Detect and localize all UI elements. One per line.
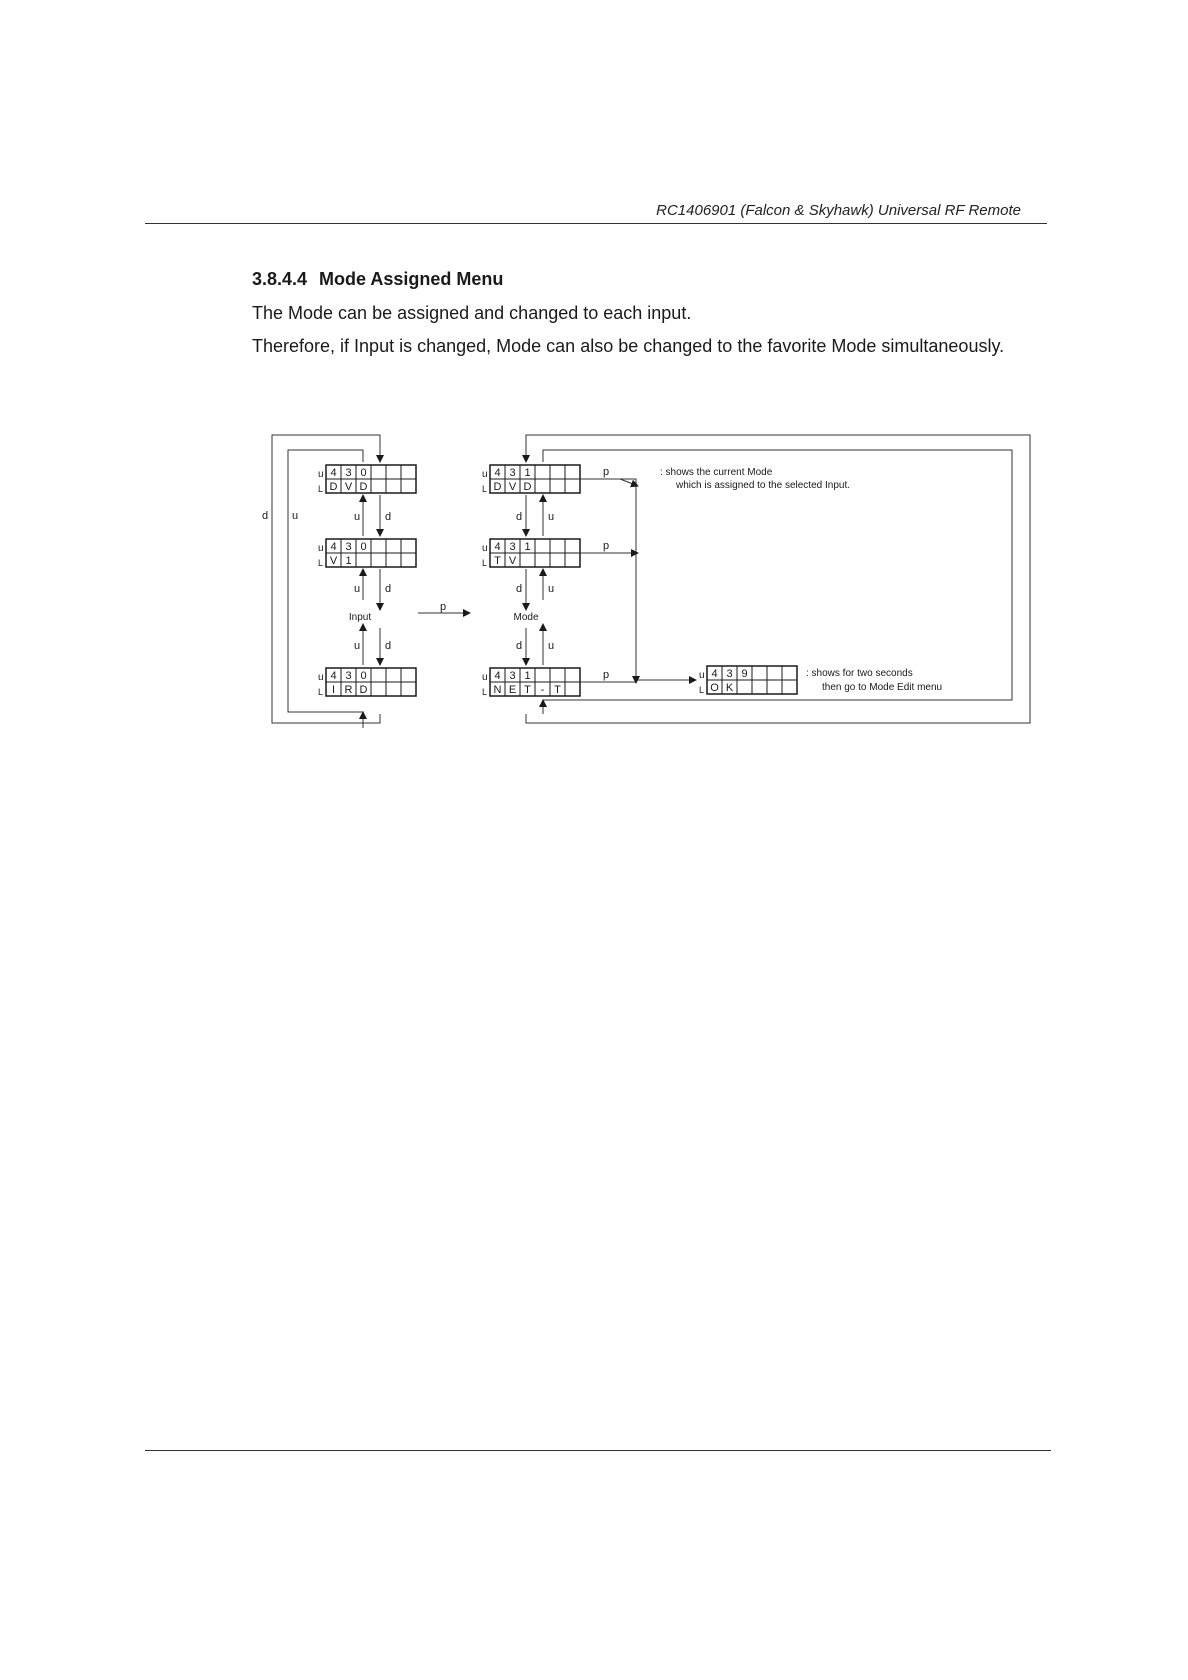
upper-line-marker: u — [482, 469, 488, 480]
lower-line-marker: L — [318, 484, 324, 494]
upper-line-marker: u — [699, 670, 705, 681]
display-cell: 4 — [330, 467, 337, 479]
input-display-dvd — [318, 465, 416, 494]
display-cell: D — [493, 481, 502, 493]
display-cell: D — [329, 481, 338, 493]
footer-rule — [145, 1450, 1051, 1451]
lower-line-marker: L — [699, 685, 705, 695]
lower-line-marker: L — [482, 687, 488, 697]
display-cell: 4 — [330, 541, 337, 553]
upper-line-marker: u — [318, 469, 324, 480]
display-cell: V — [344, 481, 353, 493]
ok-display — [699, 666, 797, 695]
display-cell: K — [725, 682, 734, 694]
display-cell: 3 — [509, 670, 516, 682]
input-column-arrows — [363, 495, 380, 665]
mode-key-down-3: d — [516, 640, 523, 652]
display-cell: D — [359, 684, 368, 696]
display-cell: E — [508, 684, 517, 696]
mode-display-dvd — [482, 465, 580, 494]
press-key-tv: p — [603, 540, 610, 552]
input-key-down-1: d — [385, 511, 392, 523]
display-cell: 0 — [360, 467, 367, 479]
press-key-net: p — [603, 669, 610, 681]
display-cell: - — [540, 684, 545, 696]
display-cell: V — [329, 555, 338, 567]
display-cell: T — [524, 684, 531, 696]
mode-display-net-t — [482, 668, 580, 697]
display-cell: D — [359, 481, 368, 493]
loop-down-key: d — [262, 510, 269, 522]
display-cell: 0 — [360, 541, 367, 553]
paragraph-2: Therefore, if Input is changed, Mode can also be changed to the favorite Mode simultaneously. — [252, 336, 1005, 356]
display-cell: 4 — [494, 541, 501, 553]
note-current-mode-line2: which is assigned to the selected Input. — [676, 480, 850, 491]
upper-line-marker: u — [482, 543, 488, 554]
mode-state-label: Mode — [513, 612, 539, 623]
display-cell: 3 — [345, 467, 352, 479]
display-cell: V — [508, 481, 517, 493]
display-cell: T — [494, 555, 501, 567]
display-cell: 3 — [509, 467, 516, 479]
mode-key-up-3: u — [548, 640, 555, 652]
display-cell: 9 — [741, 668, 748, 680]
lower-line-marker: L — [482, 558, 488, 568]
mode-key-up-2: u — [548, 583, 555, 595]
display-cell: 4 — [494, 467, 501, 479]
press-key-dvd: p — [603, 466, 610, 478]
upper-line-marker: u — [482, 672, 488, 683]
display-cell: O — [710, 682, 719, 694]
loop-up-key: u — [292, 510, 299, 522]
note-ok-line2: then go to Mode Edit menu — [822, 682, 943, 693]
input-key-up-3: u — [354, 640, 361, 652]
mode-press-paths — [580, 479, 636, 682]
display-cell: 4 — [711, 668, 718, 680]
display-cell: T — [554, 684, 561, 696]
mode-key-up-1: u — [548, 511, 555, 523]
display-cell: 1 — [524, 467, 531, 479]
input-key-down-3: d — [385, 640, 392, 652]
upper-line-marker: u — [318, 672, 324, 683]
display-cell: 4 — [494, 670, 501, 682]
note-ok-line1: : shows for two seconds — [806, 668, 913, 679]
display-cell: 4 — [330, 670, 337, 682]
input-display-v1 — [318, 539, 416, 568]
press-arrow-dvd — [620, 479, 638, 486]
display-cell: D — [523, 481, 532, 493]
mode-key-down-1: d — [516, 511, 523, 523]
mode-column-arrows — [526, 495, 543, 665]
upper-line-marker: u — [318, 543, 324, 554]
lower-line-marker: L — [318, 687, 324, 697]
lower-line-marker: L — [482, 484, 488, 494]
paragraph-1: The Mode can be assigned and changed to each input. — [252, 303, 692, 323]
input-key-down-2: d — [385, 583, 392, 595]
display-cell: 3 — [345, 670, 352, 682]
input-display-ird — [318, 668, 416, 697]
document-header-title: RC1406901 (Falcon & Skyhawk) Universal RF Remote — [656, 202, 1021, 219]
input-key-up-1: u — [354, 511, 361, 523]
display-cell: V — [508, 555, 517, 567]
display-cell: I — [331, 684, 336, 696]
display-cell: 1 — [345, 555, 352, 567]
display-cell: 1 — [524, 670, 531, 682]
input-state-label: Input — [348, 612, 372, 623]
section-title: Mode Assigned Menu — [319, 269, 504, 289]
mode-key-down-2: d — [516, 583, 523, 595]
display-cell: 3 — [509, 541, 516, 553]
display-cell: R — [344, 684, 353, 696]
input-key-up-2: u — [354, 583, 361, 595]
mode-display-tv — [482, 539, 580, 568]
display-cell: 0 — [360, 670, 367, 682]
display-cell: 3 — [345, 541, 352, 553]
display-cell: 3 — [726, 668, 733, 680]
note-current-mode-line1: : shows the current Mode — [660, 467, 773, 478]
display-cell: N — [493, 684, 502, 696]
lower-line-marker: L — [318, 558, 324, 568]
input-to-mode-key: p — [440, 601, 447, 613]
section-number: 3.8.4.4 — [252, 269, 308, 289]
display-cell: 1 — [524, 541, 531, 553]
